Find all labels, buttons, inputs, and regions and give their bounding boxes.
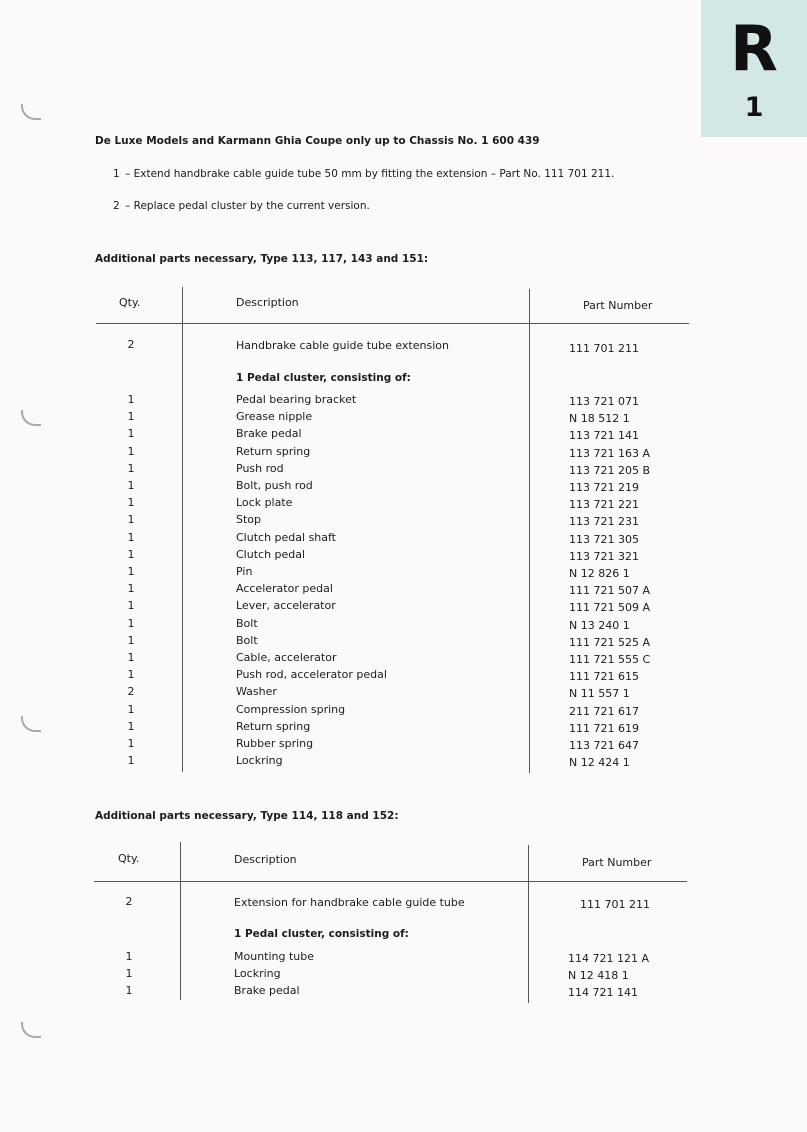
section-tab-number: 1 <box>744 92 764 123</box>
section-heading: Additional parts necessary, Type 114, 118 and 152: <box>95 810 399 822</box>
qty-cell: 1 <box>127 565 135 578</box>
part-number-cell: 111 721 509 A <box>569 601 651 615</box>
part-number-cell: N 11 557 1 <box>569 687 630 701</box>
description-cell: Return spring <box>236 444 311 458</box>
qty-cell: 1 <box>127 530 135 544</box>
part-number-cell: 113 721 647 <box>569 739 639 752</box>
description-cell: Accelerator pedal <box>236 582 333 596</box>
column-header-description: Description <box>236 296 299 309</box>
description-cell: Bolt <box>236 616 258 630</box>
step-text: – Extend handbrake cable guide tube 50 mm by fitting the extension – Part No. 111 701 211. <box>125 168 615 180</box>
part-number-cell: 113 721 205 B <box>569 463 651 477</box>
description-cell: Brake pedal <box>234 984 300 998</box>
column-header-description: Description <box>234 853 297 866</box>
description-cell: Compression spring <box>236 702 346 716</box>
qty-cell: 1 <box>125 950 133 963</box>
qty-cell: 1 <box>127 444 135 458</box>
part-number-cell: 113 721 231 <box>569 515 639 529</box>
part-number-cell: 111 701 211 <box>569 342 639 355</box>
qty-cell: 2 <box>125 895 133 908</box>
qty-cell: 1 <box>127 668 135 682</box>
qty-cell: 1 <box>127 702 135 716</box>
description-cell: Clutch pedal shaft <box>236 530 336 544</box>
description-cell: Pin <box>236 565 253 578</box>
qty-cell: 1 <box>127 719 135 733</box>
part-number-cell: 113 721 071 <box>569 395 639 408</box>
part-number-cell: 113 721 221 <box>569 498 639 512</box>
qty-cell: 1 <box>127 393 135 406</box>
description-cell: Extension for handbrake cable guide tube <box>234 896 465 909</box>
qty-cell: 1 <box>127 651 135 664</box>
description-cell: Stop <box>236 513 262 527</box>
column-divider <box>180 842 181 1000</box>
punch-hole-mark <box>21 716 41 732</box>
part-number-cell: 111 721 507 A <box>569 584 651 598</box>
description-cell: Push rod, accelerator pedal <box>236 668 387 682</box>
header-rule <box>94 881 687 882</box>
qty-cell: 1 <box>125 967 133 981</box>
part-number-cell: 113 721 163 A <box>569 446 651 460</box>
qty-cell: 1 <box>125 984 133 998</box>
step-number: 2 <box>113 200 120 212</box>
part-number-cell: N 12 826 1 <box>569 567 630 580</box>
description-cell: Clutch pedal <box>236 547 306 561</box>
qty-cell: 1 <box>127 737 135 750</box>
qty-cell: 1 <box>127 461 135 475</box>
description-cell: Grease nipple <box>236 410 313 424</box>
column-header-part-number: Part Number <box>583 299 653 312</box>
step-number: 1 <box>113 168 120 180</box>
part-number-cell: 111 721 619 <box>569 721 639 735</box>
qty-cell: 1 <box>127 754 135 768</box>
qty-cell: 1 <box>127 547 135 561</box>
part-number-cell: N 12 418 1 <box>568 969 629 983</box>
description-cell: Handbrake cable guide tube extension <box>236 339 449 352</box>
qty-cell: 1 <box>127 479 135 492</box>
step-item <box>113 200 370 212</box>
part-number-cell: 111 721 615 <box>569 670 639 684</box>
description-cell: Cable, accelerator <box>236 651 337 664</box>
part-number-cell: 111 721 525 A <box>569 635 651 649</box>
part-number-cell: 113 721 141 <box>569 429 639 443</box>
punch-hole-mark <box>21 1022 41 1038</box>
part-number-cell: 211 721 617 <box>569 704 639 718</box>
step-item <box>113 168 614 180</box>
part-number-cell: 111 721 555 C <box>569 653 651 666</box>
column-header-part-number: Part Number <box>582 856 652 869</box>
part-number-cell: N 18 512 1 <box>569 412 630 426</box>
part-number-cell: N 13 240 1 <box>569 618 630 632</box>
section-tab <box>701 0 807 137</box>
part-number-cell: 113 721 219 <box>569 481 639 494</box>
qty-cell: 2 <box>127 338 135 351</box>
description-cell: Mounting tube <box>234 950 315 963</box>
description-cell: Lever, accelerator <box>236 599 336 613</box>
description-cell: Pedal bearing bracket <box>236 393 357 406</box>
qty-cell: 2 <box>127 685 135 699</box>
punch-hole-mark <box>21 104 41 120</box>
description-cell: Bolt <box>236 633 258 647</box>
column-header-qty: Qty. <box>118 852 140 865</box>
description-cell: Bolt, push rod <box>236 479 313 492</box>
section-heading: Additional parts necessary, Type 113, 117, 143 and 151: <box>95 253 429 265</box>
description-cell: Return spring <box>236 719 311 733</box>
qty-cell: 1 <box>127 496 135 510</box>
cluster-label: 1 Pedal cluster, consisting of: <box>234 928 409 940</box>
step-text: – Replace pedal cluster by the current version. <box>125 200 370 212</box>
page-heading: De Luxe Models and Karmann Ghia Coupe only up to Chassis No. 1 600 439 <box>95 135 540 147</box>
column-divider <box>529 289 530 773</box>
description-cell: Lock plate <box>236 496 293 510</box>
column-divider <box>182 287 183 772</box>
punch-hole-mark <box>21 410 41 426</box>
qty-cell: 1 <box>127 582 135 596</box>
section-tab-letter: R <box>730 12 778 85</box>
qty-cell: 1 <box>127 599 135 613</box>
description-cell: Brake pedal <box>236 427 302 441</box>
qty-cell: 1 <box>127 633 135 647</box>
description-cell: Washer <box>236 685 277 699</box>
header-rule <box>96 323 689 324</box>
description-cell: Push rod <box>236 461 284 475</box>
part-number-cell: 114 721 141 <box>568 986 638 1000</box>
description-cell: Lockring <box>234 967 281 981</box>
part-number-cell: 114 721 121 A <box>568 952 650 965</box>
description-cell: Rubber spring <box>236 737 314 750</box>
qty-cell: 1 <box>127 427 135 441</box>
column-header-qty: Qty. <box>119 296 141 309</box>
qty-cell: 1 <box>127 513 135 527</box>
cluster-label: 1 Pedal cluster, consisting of: <box>236 372 411 384</box>
part-number-cell: 111 701 211 <box>580 898 650 911</box>
part-number-cell: 113 721 321 <box>569 549 639 563</box>
column-divider <box>528 845 529 1003</box>
part-number-cell: N 12 424 1 <box>569 756 630 770</box>
part-number-cell: 113 721 305 <box>569 532 639 546</box>
description-cell: Lockring <box>236 754 283 768</box>
qty-cell: 1 <box>127 410 135 424</box>
qty-cell: 1 <box>127 616 135 630</box>
